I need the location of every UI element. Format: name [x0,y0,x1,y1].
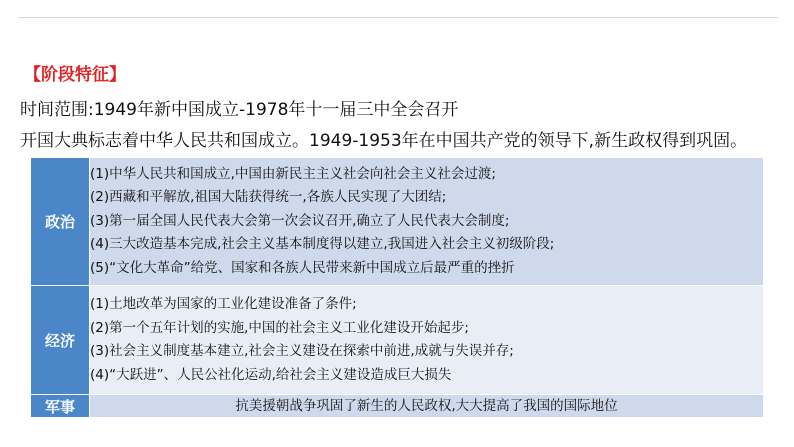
table-row-economy [31,286,764,395]
top-divider [18,17,778,18]
table-row-military [31,395,764,418]
category-cell: 军事 [31,395,90,418]
list-item: (5)“文化大革命”给党、国家和各族人民带来新中国成立后最严重的挫折 [90,259,515,276]
stage-features-table [30,157,764,418]
category-cell: 政治 [31,158,90,286]
list-item: (4)三大改造基本完成,社会主义基本制度得以建立,我国进入社会主义初级阶段; [90,236,555,253]
list-item: (1)土地改革为国家的工业化建设准备了条件; [90,296,357,312]
intro-text: 开国大典标志着中华人民共和国成立。1949-1953年在中国共产党的领导下,新生政权得到巩固。 [20,131,748,151]
list-item: (1)中华人民共和国成立,中国由新民主主义社会向社会主义社会过渡; [90,165,496,182]
content-cell [90,395,764,418]
list-item: (3)第一届全国人民代表大会第一次会议召开,确立了人民代表大会制度; [90,212,510,229]
list-item: (2)第一个五年计划的实施,中国的社会主义工业化建设开始起步; [90,319,469,336]
list-item: (2)西藏和平解放,祖国大陆获得统一,各族人民实现了大团结; [90,189,447,206]
content-cell [90,158,764,286]
list-item: (4)“大跃进”、人民公社化运动,给社会主义建设造成巨大损失 [90,366,452,383]
section-heading: 【阶段特征】 [24,65,126,85]
category-cell: 经济 [31,286,90,395]
list-item: (3)社会主义制度基本建立,社会主义建设在探索中前进,成就与失误并存; [90,343,514,359]
list-item: 抗美援朝战争巩固了新生的人民政权,大大提高了我国的国际地位 [235,397,618,414]
content-cell [90,286,764,395]
table-row-politics [31,158,764,286]
time-range-text: 时间范围:1949年新中国成立-1978年十一届三中全会召开 [20,100,459,120]
